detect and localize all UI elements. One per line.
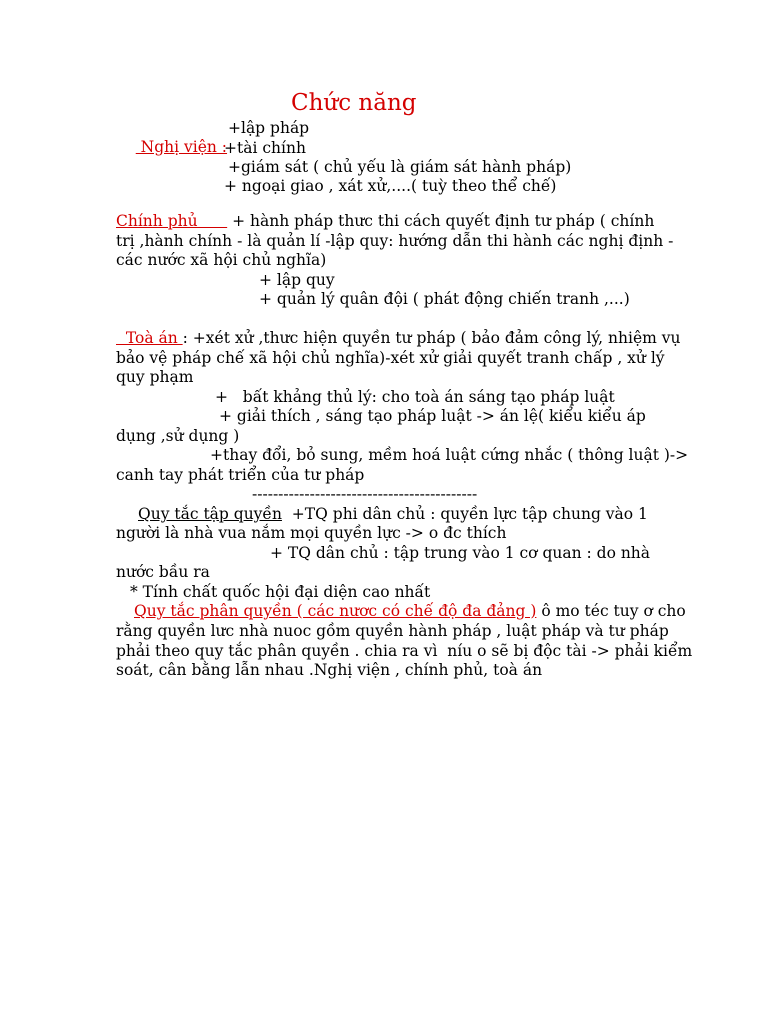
- chinh-phu-row: [116, 212, 654, 231]
- chinh-phu-line-1: + hành pháp thưc thi cách quyết định tư pháp ( chính: [227, 212, 655, 230]
- tap-quyen-line-5: * Tính chất quốc hội đại diện cao nhất: [130, 583, 431, 601]
- toa-an-row: [116, 329, 681, 348]
- phan-quyen-line-4: soát, cân bằng lẫn nhau .Nghị viện , chính phủ, toà án: [116, 661, 543, 679]
- chinh-phu-line-3: các nước xã hội chủ nghĩa): [116, 251, 327, 269]
- toa-an-heading: Toà án: [116, 329, 183, 347]
- nghi-vien-item-4: + ngoại giao , xát xử,....( tuỳ theo thể chế): [224, 177, 557, 195]
- toa-an-line-1: : +xét xử ,thưc hiện quyền tư pháp ( bảo đảm công lý, nhiệm vụ: [182, 329, 681, 347]
- phan-quyen-row: [134, 602, 686, 621]
- tap-quyen-line-3: + TQ dân chủ : tập trung vào 1 cơ quan : do nhà: [270, 544, 651, 562]
- page-title: Chức năng: [291, 90, 417, 116]
- toa-an-line-7: +thay đổi, bỏ sung, mềm hoá luật cứng nhắc ( thông luật )->: [210, 446, 689, 464]
- section-divider: -------------------------------------------: [252, 485, 478, 503]
- phan-quyen-line-3: phải theo quy tắc phân quyền . chia ra vì níu o sẽ bị độc tài -> phải kiểm: [116, 642, 693, 660]
- phan-quyen-line-2: rằng quyền lưc nhà nuoc gồm quyền hành pháp , luật pháp và tư pháp: [116, 622, 669, 640]
- nghi-vien-item-1: +lập pháp: [228, 119, 310, 137]
- toa-an-line-6: dụng ,sử dụng ): [116, 427, 240, 445]
- nghi-vien-item-3: +giám sát ( chủ yếu là giám sát hành pháp): [228, 158, 572, 176]
- tap-quyen-line-4: nước bầu ra: [116, 563, 210, 581]
- nghi-vien-item-2: +tài chính: [224, 139, 306, 157]
- tap-quyen-heading: Quy tắc tập quyền: [138, 505, 282, 523]
- toa-an-line-3: quy phạm: [116, 368, 194, 386]
- chinh-phu-item-2: + lập quy: [259, 271, 335, 289]
- toa-an-line-5: + giải thích , sáng tạo pháp luật -> án lệ( kiểu kiểu áp: [219, 407, 646, 425]
- tap-quyen-line-2: người là nhà vua nắm mọi quyền lực -> o đc thích: [116, 524, 507, 542]
- chinh-phu-line-2: trị ,hành chính - là quản lí -lập quy: hướng dẫn thi hành các nghị định -: [116, 232, 674, 250]
- nghi-vien-heading: Nghị viện :: [135, 138, 228, 156]
- toa-an-line-4: + bất khảng thủ lý: cho toà án sáng tạo pháp luật: [215, 388, 615, 406]
- phan-quyen-line-1: ô mo téc tuy ơ cho: [536, 602, 686, 620]
- toa-an-line-8: canh tay phát triển của tư pháp: [116, 466, 365, 484]
- chinh-phu-heading: Chính phủ: [116, 212, 228, 230]
- tap-quyen-row: [138, 505, 648, 524]
- chinh-phu-item-3: + quản lý quân đội ( phát động chiến tranh ,...): [259, 290, 630, 308]
- nghi-vien-row: [116, 119, 227, 176]
- phan-quyen-heading: Quy tắc phân quyền ( các nươc có chế độ đa đảng ): [134, 602, 537, 620]
- tap-quyen-line-1: +TQ phi dân chủ : quyền lực tập chung vào 1: [281, 505, 648, 523]
- toa-an-line-2: bảo vệ pháp chế xã hội chủ nghĩa)-xét xử giải quyết tranh chấp , xử lý: [116, 349, 665, 367]
